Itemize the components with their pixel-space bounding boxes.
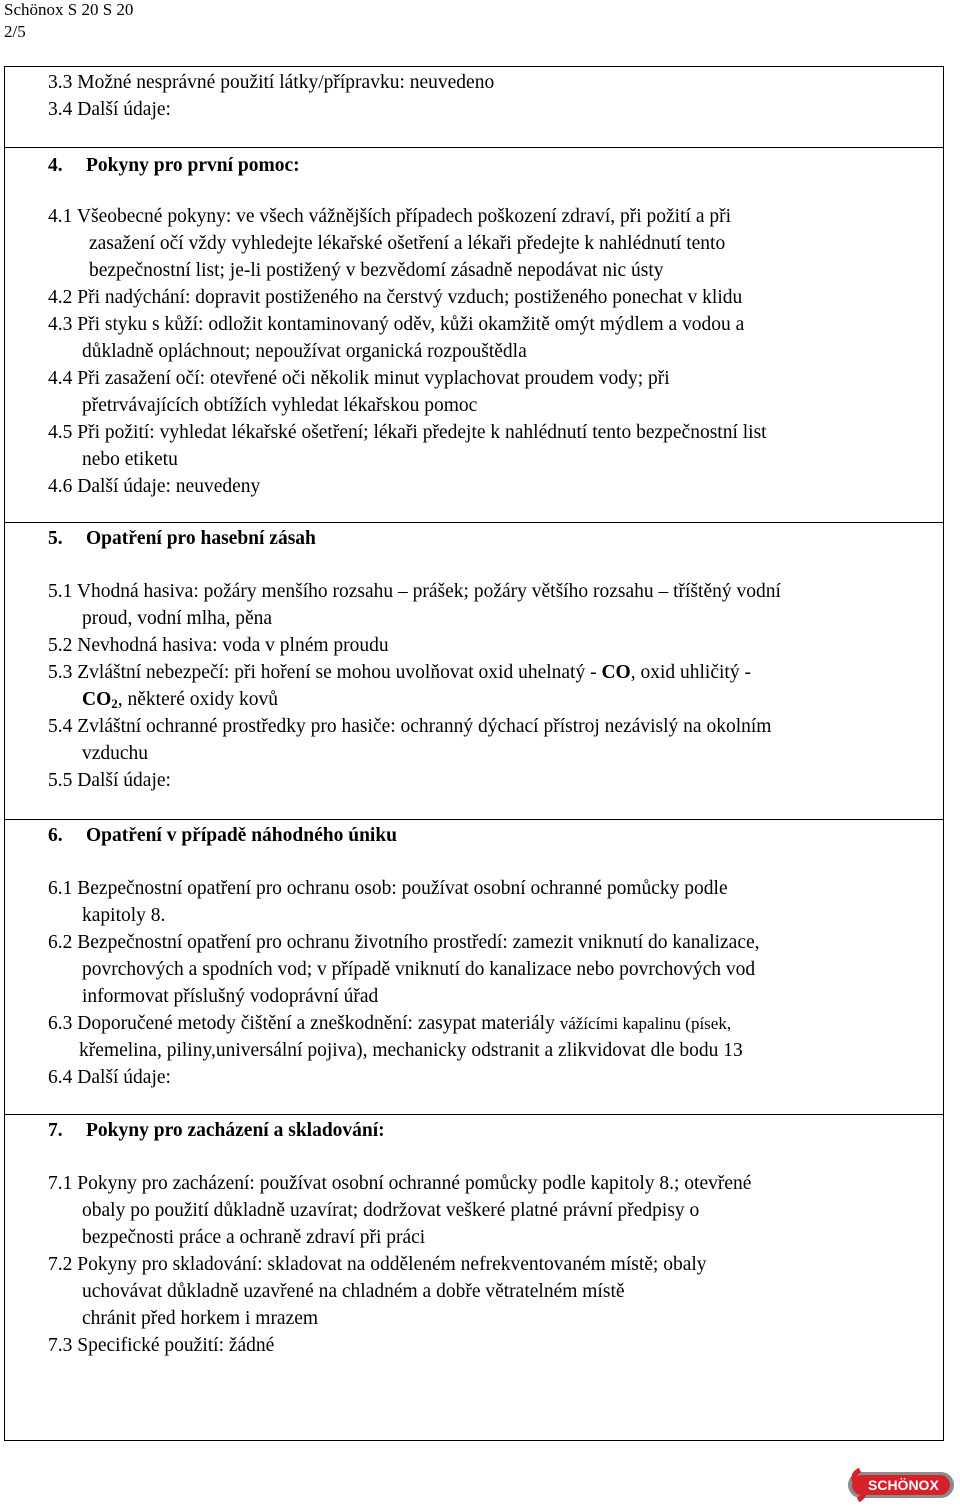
item-4-2: 4.2 Při nadýchání: dopravit postiženého na čerstvý vzduch; postiženého ponechat v klidu — [48, 287, 743, 308]
item-5-3-text3: , některé oxidy kovů — [117, 689, 279, 710]
section-6-number: 6. — [48, 825, 63, 846]
item-6-3 — [48, 1010, 731, 1037]
section-7-number: 7. — [48, 1120, 63, 1141]
item-4-3: 4.3 Při styku s kůží: odložit kontaminovaný oděv, kůži okamžitě omýt mýdlem a vodou a — [48, 314, 745, 335]
item-5-2: 5.2 Nevhodná hasiva: voda v plném proudu — [48, 635, 389, 656]
item-4-4-cont: přetrvávajících obtížích vyhledat lékařskou pomoc — [82, 395, 478, 416]
section-5-number: 5. — [48, 528, 63, 549]
item-4-4: 4.4 Při zasažení očí: otevřené oči několik minut vyplachovat proudem vody; při — [48, 368, 670, 389]
item-4-6: 4.6 Další údaje: neuvedeny — [48, 476, 261, 497]
section-5-title: Opatření pro hasební zásah — [86, 528, 316, 549]
section-6-heading — [48, 822, 397, 849]
section-4-title: Pokyny pro první pomoc: — [86, 155, 300, 176]
section-7-title: Pokyny pro zacházení a skladování: — [86, 1120, 385, 1141]
item-7-1-cont2: bezpečnosti práce a ochraně zdraví při práci — [82, 1227, 426, 1248]
header-page-number: 2/5 — [4, 22, 26, 41]
item-5-3-co: CO — [601, 662, 631, 683]
item-5-3-text: 5.3 Zvláštní nebezpečí: při hoření se mohou uvolňovat oxid uhelnatý - — [48, 662, 602, 683]
section-4-number: 4. — [48, 155, 63, 176]
item-4-3-cont: důkladně opláchnout; nepoužívat organická rozpouštědla — [82, 341, 527, 362]
section-7-heading — [48, 1117, 385, 1144]
item-5-1-cont: proud, vodní mlha, pěna — [82, 608, 273, 629]
item-5-3 — [48, 659, 751, 686]
item-6-4: 6.4 Další údaje: — [48, 1067, 171, 1088]
item-5-3-text2: , oxid uhličitý - — [630, 662, 751, 683]
item-6-3-text: 6.3 Doporučené metody čištění a zneškodnění: zasypat materiály — [48, 1013, 560, 1034]
item-4-1-cont2: bezpečnostní list; je-li postižený v bezvědomí zásadně nepodávat nic ústy — [89, 260, 664, 281]
item-6-2-cont2: informovat příslušný vodoprávní úřad — [82, 986, 379, 1007]
item-6-2-cont: povrchových a spodních vod; v případě vniknutí do kanalizace nebo povrchových vod — [82, 959, 756, 980]
item-4-5-cont: nebo etiketu — [82, 449, 178, 470]
item-4-1: 4.1 Všeobecné pokyny: ve všech vážnějších případech poškození zdraví, při požití a při — [48, 206, 732, 227]
section-7 — [4, 1115, 944, 1441]
item-7-3: 7.3 Specifické použití: žádné — [48, 1335, 275, 1356]
item-7-1: 7.1 Pokyny pro zacházení: používat osobní ochranné pomůcky podle kapitoly 8.; otevřené — [48, 1173, 752, 1194]
section-6-title: Opatření v případě náhodného úniku — [86, 825, 398, 846]
logo-text: SCHÖNOX — [868, 1477, 939, 1493]
item-5-3-co2: CO — [82, 689, 112, 710]
item-7-2: 7.2 Pokyny pro skladování: skladovat na odděleném nefrekventovaném místě; obaly — [48, 1254, 707, 1275]
item-6-1: 6.1 Bezpečnostní opatření pro ochranu osob: používat osobní ochranné pomůcky podle — [48, 878, 728, 899]
item-6-3-text-small: vážícími kapalinu (písek, — [559, 1014, 732, 1033]
item-5-4: 5.4 Zvláštní ochranné prostředky pro hasiče: ochranný dýchací přístroj nezávislý na okolním — [48, 716, 772, 737]
item-7-1-cont: obaly po použití důkladně uzavírat; dodržovat veškeré platné právní předpisy o — [82, 1200, 700, 1221]
item-3-4: 3.4 Další údaje: — [48, 99, 171, 120]
item-7-2-cont: uchovávat důkladně uzavřené na chladném a dobře větratelném místě — [82, 1281, 625, 1302]
header-product: Schönox S 20 S 20 — [4, 0, 134, 19]
item-7-2-cont2: chránit před horkem i mrazem — [82, 1308, 319, 1329]
item-4-1-cont: zasažení očí vždy vyhledejte lékařské ošetření a lékaři předejte k nahlédnutí tento — [89, 233, 726, 254]
item-6-1-cont: kapitoly 8. — [82, 905, 166, 926]
section-5 — [4, 523, 944, 820]
item-5-1: 5.1 Vhodná hasiva: požáry menšího rozsahu – prášek; požáry většího rozsahu – tříštěný vodní — [48, 581, 781, 602]
schonox-logo — [846, 1466, 956, 1504]
section-4-heading — [48, 152, 300, 179]
section-4 — [4, 148, 944, 523]
section-6 — [4, 820, 944, 1115]
item-6-2: 6.2 Bezpečnostní opatření pro ochranu životního prostředí: zamezit vniknutí do kanalizace, — [48, 932, 760, 953]
item-6-3-cont: křemelina, piliny,universální pojiva), mechanicky odstranit a zlikvidovat dle bodu 13 — [79, 1040, 743, 1061]
section-3 — [4, 66, 944, 148]
item-4-5: 4.5 Při požití: vyhledat lékařské ošetření; lékaři předejte k nahlédnutí tento bezpečnostní list — [48, 422, 767, 443]
item-5-3-co2-subscript: 2 — [111, 696, 118, 711]
item-5-4-cont: vzduchu — [82, 743, 149, 764]
item-3-3: 3.3 Možné nesprávné použití látky/přípravku: neuvedeno — [48, 72, 495, 93]
item-5-5: 5.5 Další údaje: — [48, 770, 171, 791]
section-5-heading — [48, 525, 316, 552]
